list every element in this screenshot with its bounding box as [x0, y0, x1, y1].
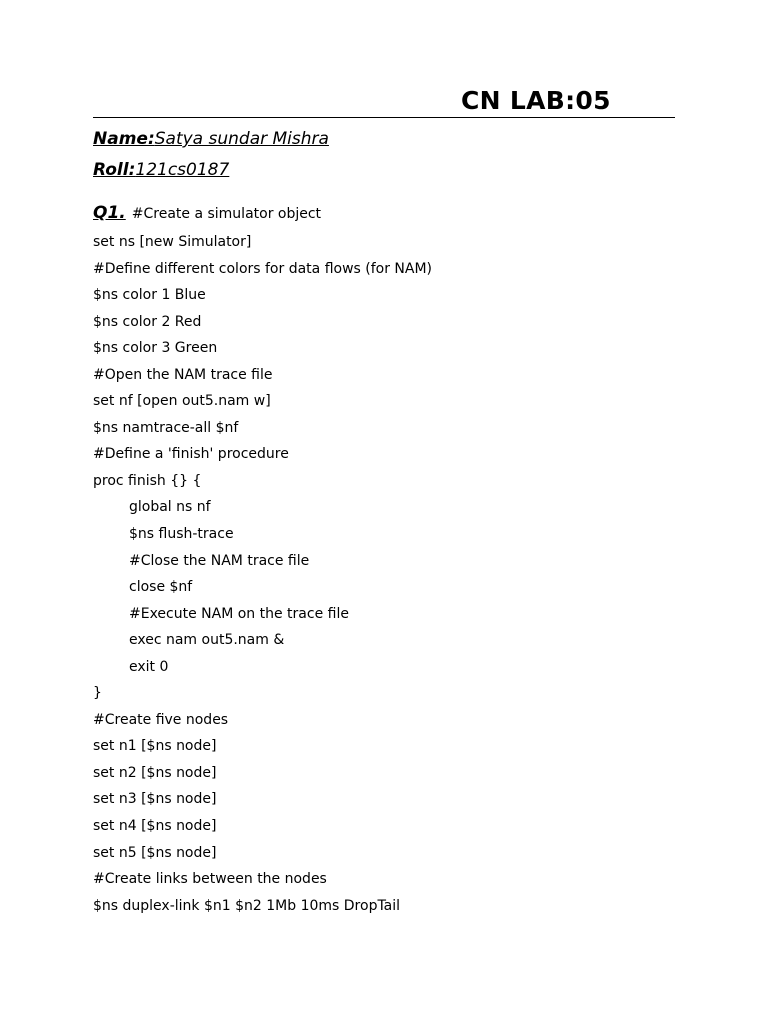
page-title: CN LAB:05: [461, 86, 611, 115]
code-line: #Create a simulator object: [131, 206, 322, 222]
question-heading: [93, 202, 321, 225]
code-line: exit 0: [129, 658, 169, 675]
code-line: close $nf: [129, 579, 193, 596]
code-line: #Define a 'finish' procedure: [93, 446, 289, 463]
code-listing: [93, 231, 693, 921]
question-label: Q1.: [93, 203, 126, 223]
code-line: set n3 [$ns node]: [93, 791, 217, 808]
code-line: set n4 [$ns node]: [93, 818, 217, 835]
code-line: $ns color 3 Green: [93, 340, 218, 357]
code-line: set ns [new Simulator]: [93, 234, 252, 250]
roll-value: 121cs0187: [135, 160, 230, 180]
name-value: Satya sundar Mishra: [154, 129, 329, 149]
code-line: $ns color 1 Blue: [93, 287, 206, 304]
code-line: #Create links between the nodes: [93, 871, 327, 888]
code-line: #Execute NAM on the trace file: [129, 605, 349, 622]
code-line: }: [93, 685, 102, 702]
code-line: $ns color 2 Red: [93, 313, 202, 330]
code-line: #Define different colors for data flows (for NAM): [93, 260, 433, 277]
code-line: global ns nf: [129, 499, 211, 516]
code-line: #Close the NAM trace file: [129, 552, 310, 569]
code-line: set n1 [$ns node]: [93, 738, 217, 755]
code-line: set n2 [$ns node]: [93, 764, 217, 781]
code-line: $ns namtrace-all $nf: [93, 419, 239, 436]
roll-number-line: [93, 159, 229, 181]
code-line: set nf [open out5.nam w]: [93, 393, 271, 410]
code-line: proc finish {} {: [93, 472, 202, 489]
code-line: #Create five nodes: [93, 711, 229, 728]
code-line: #Open the NAM trace file: [93, 366, 273, 383]
code-line: $ns flush-trace: [129, 526, 234, 543]
title-underline-divider: [93, 117, 675, 118]
roll-label: Roll:: [93, 160, 136, 180]
code-line: set n5 [$ns node]: [93, 844, 217, 861]
student-name-line: [93, 128, 329, 150]
code-line: exec nam out5.nam &: [129, 632, 285, 649]
name-label: Name:: [93, 129, 155, 149]
code-line: $ns duplex-link $n1 $n2 1Mb 10ms DropTail: [93, 897, 401, 914]
